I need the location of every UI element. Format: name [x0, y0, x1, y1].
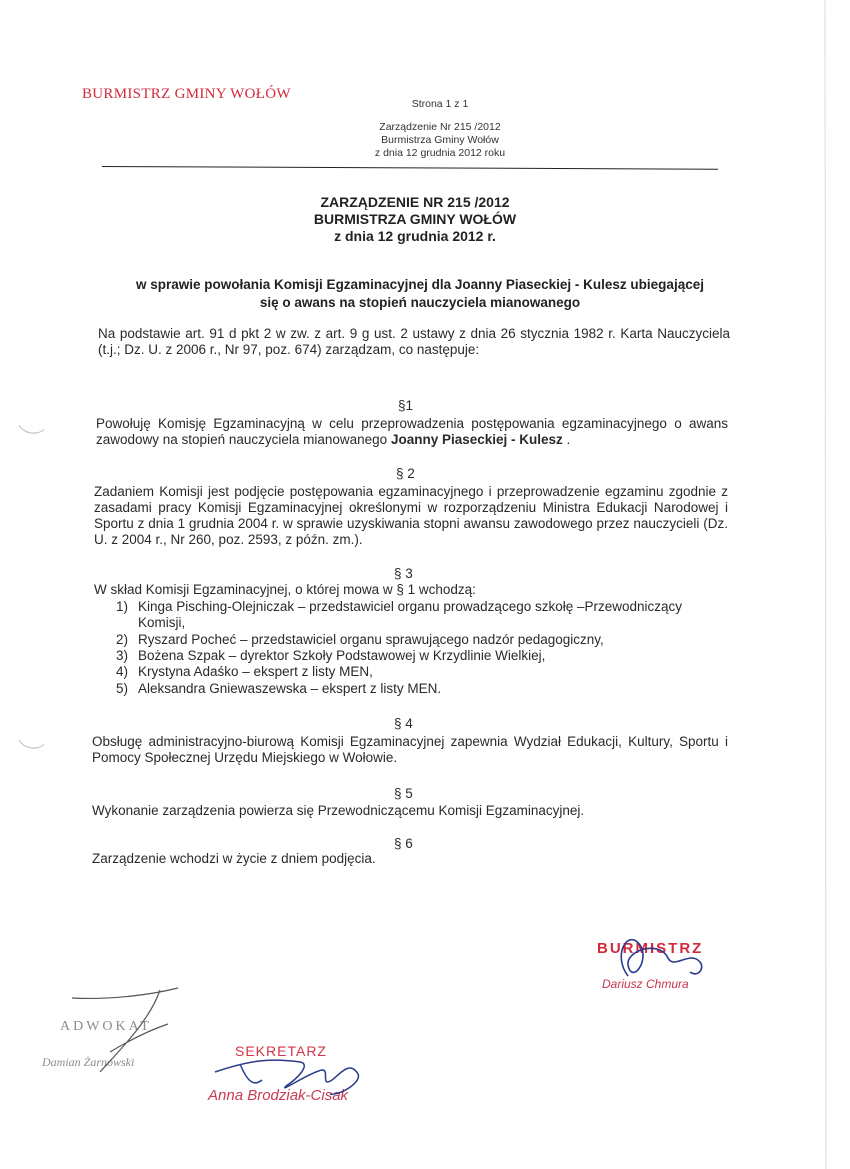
preamble: Na podstawie art. 91 d pkt 2 w zw. z art. 9 g ust. 2 ustawy z dnia 26 stycznia 1982 r. Karta Nauczyciela (t.j.; Dz. U. z 2006 r., Nr 97, poz. 674) zarządzam, co następuje:: [98, 326, 730, 357]
list-number: 2): [116, 632, 129, 647]
list-number: 4): [116, 664, 129, 679]
sekretarz-name: Anna Brodziak-Cisak: [208, 1087, 349, 1104]
title-line1: ZARZĄDZENIE NR 215 /2012: [320, 194, 510, 210]
section-3-mark: § 3: [394, 566, 413, 581]
list-text-cont: Komisji,: [138, 615, 186, 630]
section-5-mark: § 5: [394, 786, 413, 801]
office-stamp-header: BURMISTRZ GMINY WOŁÓW: [82, 86, 291, 102]
burmistrz-name: Dariusz Chmura: [602, 977, 689, 991]
header-ref-line1: Zarządzenie Nr 215 /2012: [379, 121, 501, 133]
section-6-text: Zarządzenie wchodzi w życie z dniem podjęcia.: [92, 851, 376, 866]
section-3-intro: W skład Komisji Egzaminacyjnej, o której mowa w § 1 wchodzą:: [94, 582, 476, 597]
list-number: 1): [116, 599, 129, 614]
title-line3: z dnia 12 grudnia 2012 r.: [334, 228, 496, 244]
list-text: Krystyna Adaśko – ekspert z listy MEN,: [138, 664, 373, 679]
section-1-end: .: [562, 432, 571, 447]
title-line2: BURMISTRZA GMINY WOŁÓW: [313, 211, 517, 227]
sekretarz-stamp: SEKRETARZ: [235, 1043, 327, 1059]
list-text: Kinga Pisching-Olejniczak – przedstawiciel organu prowadzącego szkołę –Przewodniczący: [138, 599, 683, 614]
header-ref-line3: z dnia 12 grudnia 2012 roku: [374, 147, 506, 159]
burmistrz-signature: [621, 940, 701, 976]
section-2-text: Zadaniem Komisji jest podjęcie postępowania egzaminacyjnego i przeprowadzenie egzaminu zgodnie z zasadami pracy Komisji Egzaminacyjnej określonymi w rozporządzeniu Ministra Edukacji Narodowej i Sportu z dnia 1 grudnia 2004 r. w sprawie uzyskiwania stopni awansu zawodowego przez nauczycieli (Dz. U. z 2004 r., Nr 260, poz. 2593, z późn. zm.).: [94, 484, 728, 547]
subject-line2: się o awans na stopień nauczyciela mianowanego: [259, 295, 581, 310]
section-6-mark: § 6: [394, 836, 413, 851]
section-1-mark: §1: [398, 398, 414, 413]
adwokat-stamp: ADWOKAT: [60, 1019, 152, 1034]
section-1-bold-name: Joanny Piaseckiej - Kulesz: [390, 432, 563, 447]
page-number: Strona 1 z 1: [411, 98, 469, 110]
section-2-mark: § 2: [396, 466, 415, 481]
page-edge-line: [825, 0, 826, 1169]
list-text: Bożena Szpak – dyrektor Szkoły Podstawowej w Krzydlinie Wielkiej,: [138, 648, 546, 663]
list-number: 5): [116, 681, 129, 696]
header-ref-line2: Burmistrza Gminy Wołów: [381, 134, 499, 146]
list-number: 3): [116, 648, 129, 663]
adwokat-name: Damian Żarnowski: [42, 1055, 135, 1069]
list-text: Ryszard Pocheć – przedstawiciel organu sprawującego nadzór pedagogiczny,: [138, 632, 604, 647]
list-text: Aleksandra Gniewaszewska – ekspert z listy MEN.: [138, 681, 442, 696]
section-1-body: Powołuję Komisję Egzaminacyjną w celu przeprowadzenia postępowania egzaminacyjnego o awans zawodowy na stopień nauczyciela mianowanego: [96, 416, 728, 447]
section-5-text: Wykonanie zarządzenia powierza się Przewodniczącemu Komisji Egzaminacyjnej.: [92, 803, 585, 818]
section-4-mark: § 4: [394, 716, 413, 731]
burmistrz-stamp: BURMISTRZ: [597, 940, 704, 957]
section-4-text: Obsługę administracyjno-biurową Komisji Egzaminacyjnej zapewnia Wydział Edukacji, Kultury, Sportu i Pomocy Społecznej Urzędu Miejskiego w Wołowie.: [92, 734, 728, 765]
sekretarz-signature: [215, 1060, 358, 1094]
subject-line1: w sprawie powołania Komisji Egzaminacyjnej dla Joanny Piaseckiej - Kulesz ubiegającej: [136, 277, 704, 292]
adwokat-signature: [72, 988, 178, 1072]
